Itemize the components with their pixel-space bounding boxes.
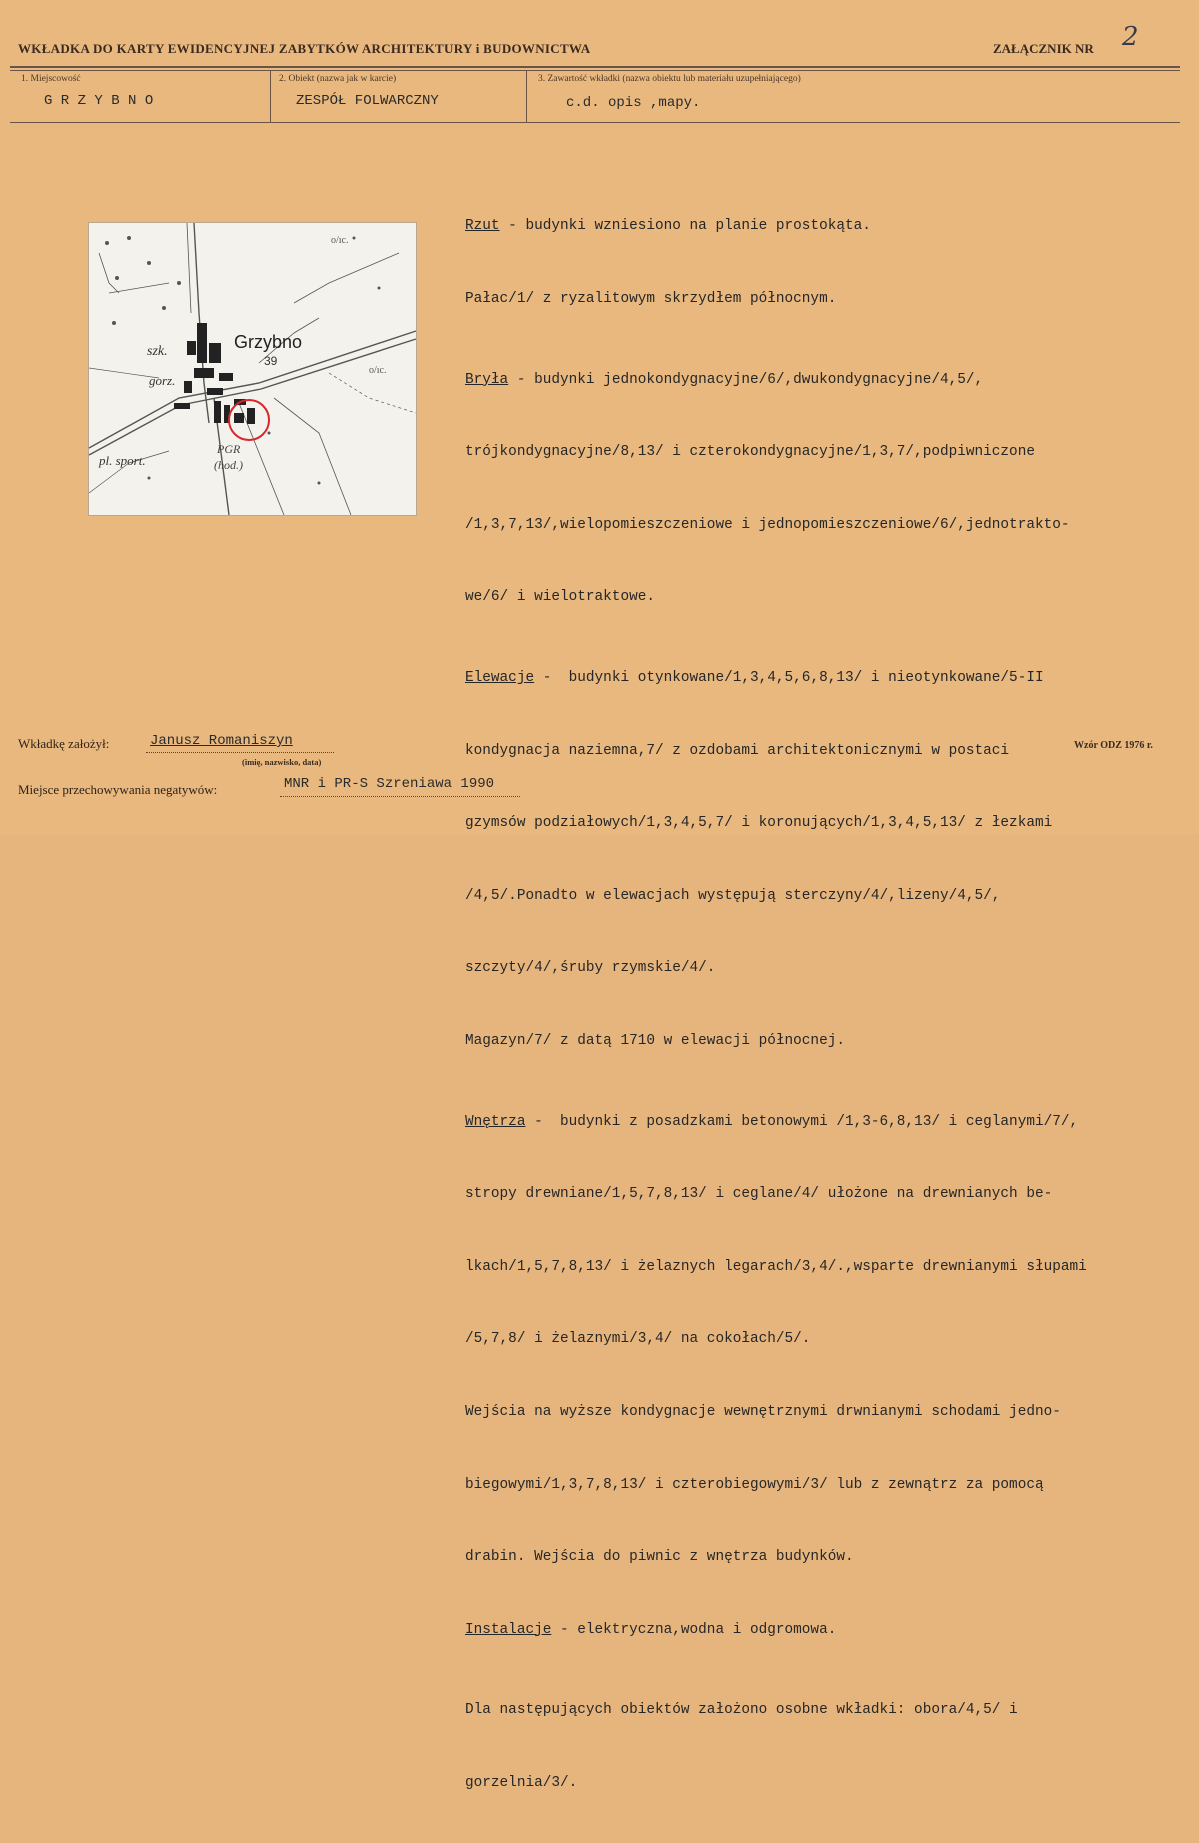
map-place-name: Grzybno [234,332,303,352]
locality-value: G R Z Y B N O [44,93,154,109]
wnetrza-line: - budynki z posadzkami betonowymi /1,3-6,8,13/ i ceglanymi/7/, [525,1113,1079,1130]
locality-label: 1. Miejscowość [21,74,81,84]
form-code: Wzór ODZ 1976 r. [1074,740,1153,751]
negatives-dotline [280,796,520,797]
header-rule-thin [10,70,1180,71]
field-divider-2 [526,70,527,122]
bryla-line: trójkondygnacyjne/8,13/ i czterokondygnacyjne/1,3,7/,podpiwniczone [465,444,1035,461]
map-label-otc1: o/ıc. [331,235,349,246]
instalacje-line: - elektryczna,wodna i odgromowa. [551,1621,837,1638]
map-label-plsport: pl. sport. [99,453,146,468]
note-line: gorzelnia/3/. [465,1774,578,1791]
contents-label: 3. Zawartość wkładki (nazwa obiektu lub materiału uzupełniającego) [538,74,801,84]
elewacje-line: szczyty/4/,śruby rzymskie/4/. [465,960,716,977]
field-divider-1 [270,70,271,122]
rzut-line: - budynki wzniesiono na planie prostokąta. [499,218,871,235]
wnetrza-line: /5,7,8/ i żelaznymi/3,4/ na cokołach/5/. [465,1331,811,1348]
heading-rzut: Rzut [465,218,500,235]
wnetrza-line: stropy drewniane/1,5,7,8,13/ i ceglane/4/ ułożone na drewnianych be- [465,1186,1053,1203]
map-label-szk: szk. [147,344,168,359]
object-label: 2. Obiekt (nazwa jak w karcie) [279,74,397,84]
map-label-pgr: PGR [217,442,241,456]
author-dotline [146,752,334,753]
wnetrza-line: Wejścia na wyższe kondygnacje wewnętrznymi drwnianymi schodami jedno- [465,1403,1061,1420]
map-drawing [89,223,416,515]
rzut-line: Pałac/1/ z ryzalitowym skrzydłem północnym. [465,291,837,307]
header-rule [10,66,1180,68]
heading-instalacje: Instalacje [465,1621,552,1638]
heading-bryla: Bryła [465,371,509,388]
object-value: ZESPÓŁ FOLWARCZNY [296,93,439,109]
wnetrza-line: drabin. Wejścia do piwnic z wnętrza budynków. [465,1549,854,1566]
map-label-gorz: gorz. [149,373,176,388]
negatives-value: MNR i PR-S Szreniawa 1990 [284,776,495,792]
author-value: Janusz Romaniszyn [150,733,293,749]
elewacje-line: Magazyn/7/ z datą 1710 w elewacji północnej. [465,1032,845,1049]
annex-number: 2 [1122,22,1139,52]
map-label-hod: (hod.) [214,458,243,472]
elewacje-line: gzymsów podziałowych/1,3,4,5,7/ i koronujących/1,3,4,5,13/ z łezkami [465,815,1053,832]
heading-wnetrza: Wnętrza [465,1113,526,1130]
elewacje-line: kondygnacja naziemna,7/ z ozdobami architektonicznymi w postaci [465,742,1010,759]
elewacje-line: - budynki otynkowane/1,3,4,5,6,8,13/ i nieotynkowane/5-II [534,669,1044,686]
author-caption: (imię, nazwisko, data) [242,757,322,767]
bryla-line: - budynki jednokondygnacyjne/6/,dwukondygnacyjne/4,5/, [508,371,984,388]
elewacje-line: /4,5/.Ponadto w elewacjach występują sterczyny/4/,lizeny/4,5/, [465,887,1001,904]
fields-bottom-rule [10,122,1180,123]
contents-value: c.d. opis ,mapy. [566,95,701,111]
wnetrza-line: biegowymi/1,3,7,8,13/ i czterobiegowymi/3/ lub z zewnątrz za pomocą [465,1476,1044,1493]
note-line: Dla następujących obiektów założono osobne wkładki: obora/4,5/ i [465,1702,1018,1719]
card-title: WKŁADKA DO KARTY EWIDENCYJNEJ ZABYTKÓW ARCHITEKTURY i BUDOWNICTWA [18,41,591,56]
wnetrza-line: lkach/1,5,7,8,13/ i żelaznych legarach/3,4/.,wsparte drewnianymi słupami [465,1258,1087,1275]
annex-label: ZAŁĄCZNIK NR [993,41,1094,56]
site-map-image [88,222,417,516]
description-text [465,166,1185,1843]
bryla-line: /1,3,7,13/,wielopomieszczeniowe i jednopomieszczeniowe/6/,jednotrakto- [465,516,1070,533]
map-label-39: 39 [264,354,278,368]
heading-elewacje: Elewacje [465,669,535,686]
negatives-label: Miejsce przechowywania negatywów: [18,782,218,797]
bryla-line: we/6/ i wielotraktowe. [465,589,655,606]
author-label: Wkładkę założył: [18,736,110,751]
map-label-otc2: o/ıc. [369,365,387,376]
